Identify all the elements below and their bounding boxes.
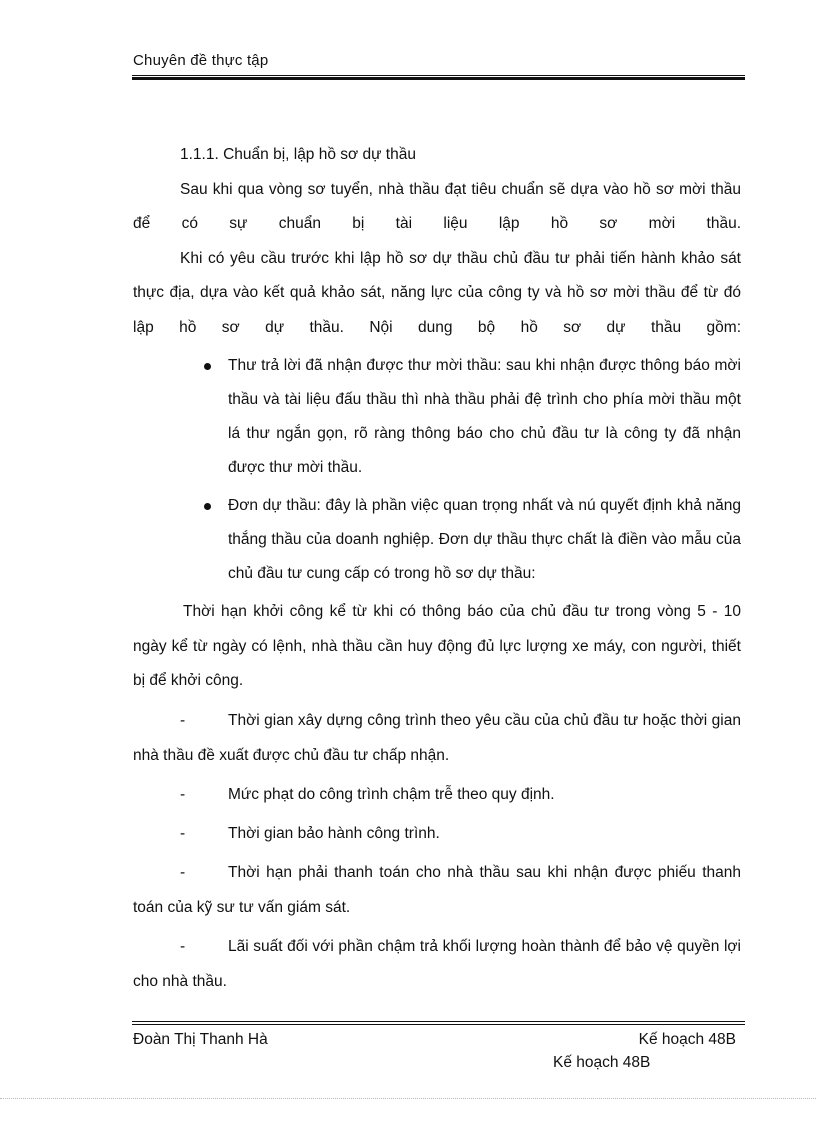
footer-rule-thin-2 [132, 1024, 745, 1025]
document-body [133, 138, 741, 1001]
bullet-icon [204, 363, 211, 370]
dash-marker: - [180, 785, 186, 803]
dash-text: Thời gian bảo hành công trình. [228, 824, 440, 842]
header-rule-thick [132, 77, 745, 80]
bullet-text: Đơn dự thầu: đây là phần việc quan trọng nhất và nú quyết định khả năng thắng thầu của doanh nghiệp. Đơn dự thầu thực chất là điền vào mẫu của chủ đầu tư cung cấp có trong hồ sơ dự thầu: [228, 497, 741, 582]
footer-class: Kế hoạch 48B [638, 1031, 736, 1048]
dash-marker: - [180, 824, 186, 842]
bullet-list [133, 349, 741, 591]
dash-text: Thời hạn phải thanh toán cho nhà thầu sau khi nhận được phiếu thanh toán của kỹ sư tư vấn giám sát. [133, 863, 741, 916]
paragraph-requirements: Khi có yêu cầu trước khi lập hồ sơ dự thầu chủ đầu tư phải tiến hành khảo sát thực địa, dựa vào kết quả khảo sát, năng lực của công ty và hồ sơ mời thầu để từ đó lập hồ sơ dự thầu. Nội dung bộ hồ sơ dự thầu gồm: [133, 249, 741, 336]
dash-marker: - [180, 863, 186, 881]
list-item [133, 816, 741, 851]
bullet-icon [204, 503, 211, 510]
list-item [133, 489, 741, 591]
dash-text: Lãi suất đối với phần chậm trả khối lượng hoàn thành để bảo vệ quyền lợi cho nhà thầu. [133, 937, 741, 990]
footer-class-repeat: Kế hoạch 48B [553, 1054, 651, 1071]
list-item [133, 777, 741, 812]
bullet-text: Thư trả lời đã nhận được thư mời thầu: sau khi nhận được thông báo mời thầu và tài liệu đấu thầu thì nhà thầu phải đệ trình cho phía mời thầu một lá thư ngắn gọn, rõ ràng thông báo cho chủ đầu tư là công ty đã nhận được thư mời thầu. [228, 357, 741, 476]
paragraph-intro: Sau khi qua vòng sơ tuyển, nhà thầu đạt tiêu chuẩn sẽ dựa vào hồ sơ mời thầu để có sự chuẩn bị tài liệu lập hồ sơ mời thầu. [133, 180, 741, 232]
dash-text: Thời gian xây dựng công trình theo yêu cầu của chủ đầu tư hoặc thời gian nhà thầu đề xuất được chủ đầu tư chấp nhận. [133, 711, 741, 764]
footer-author: Đoàn Thị Thanh Hà [133, 1031, 268, 1048]
dash-text: Mức phạt do công trình chậm trễ theo quy định. [228, 785, 555, 803]
list-item [133, 929, 741, 999]
list-item [133, 855, 741, 925]
dash-marker: - [180, 711, 186, 729]
dash-marker: - [180, 937, 186, 955]
footer-rule-thin [132, 1021, 745, 1022]
page-edge-divider [0, 1098, 816, 1099]
list-item [133, 349, 741, 485]
section-heading: 1.1.1. Chuẩn bị, lập hồ sơ dự thầu [180, 146, 416, 163]
header-rule-thin [132, 75, 745, 76]
paragraph-start-time: Thời hạn khởi công kể từ khi có thông báo của chủ đầu tư trong vòng 5 - 10 ngày kể từ ngày có lệnh, nhà thầu cần huy động đủ lực lượng xe máy, con người, thiết bị để khởi công. [133, 603, 741, 689]
header-title: Chuyên đề thực tập [133, 52, 269, 69]
list-item [133, 703, 741, 773]
